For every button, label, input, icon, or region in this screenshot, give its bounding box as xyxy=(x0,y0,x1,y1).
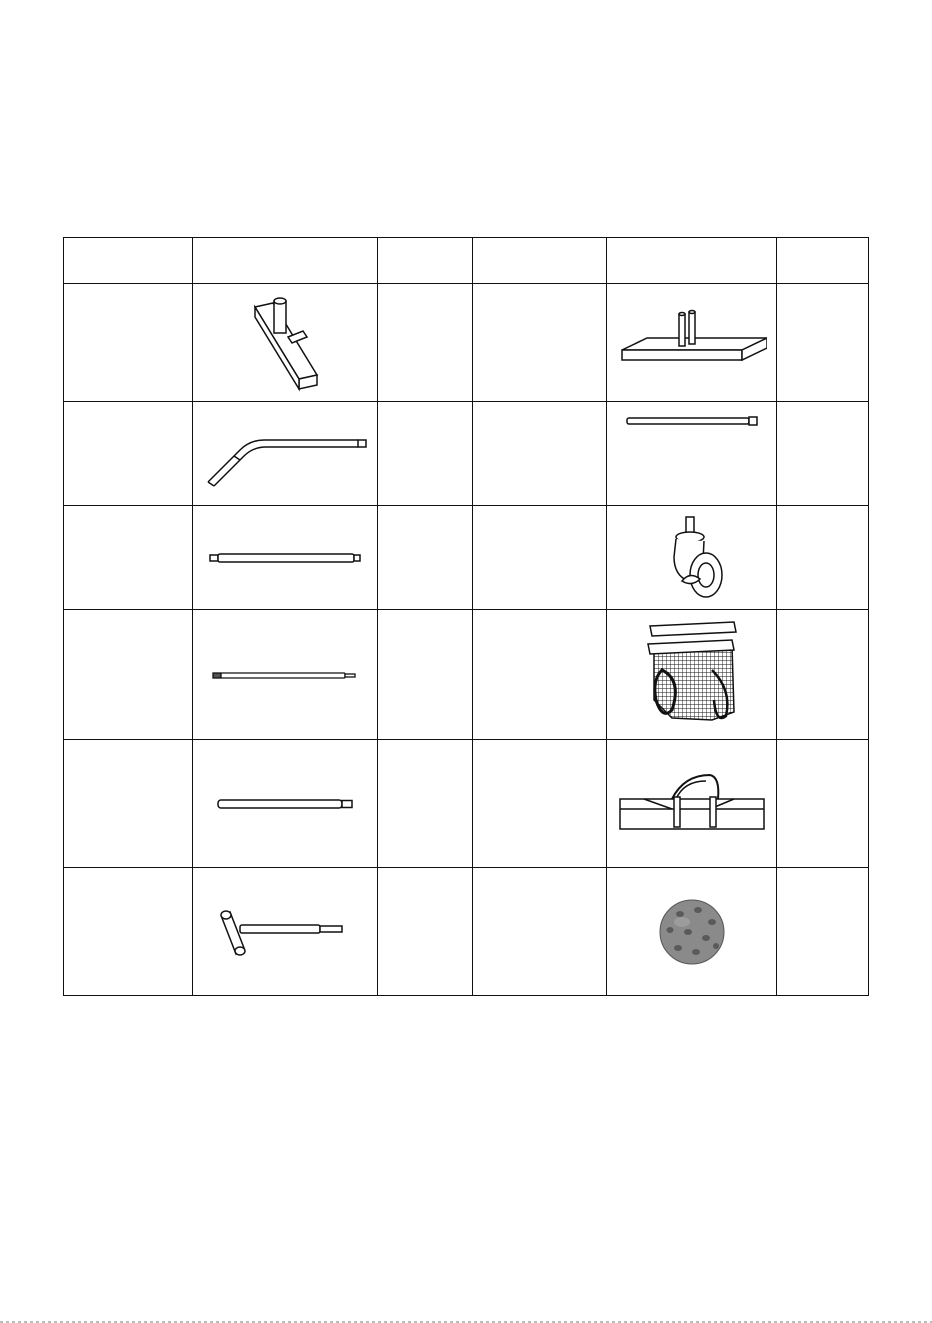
pickleball-icon xyxy=(652,892,732,972)
qty-cell xyxy=(777,740,869,868)
header-cell xyxy=(193,238,378,284)
part-id-cell xyxy=(64,610,193,740)
header-cell xyxy=(378,238,473,284)
qty-cell xyxy=(777,610,869,740)
table-row xyxy=(64,610,869,740)
header-cell xyxy=(777,238,869,284)
part-image-cell xyxy=(607,284,777,402)
header-cell xyxy=(64,238,193,284)
part-image-cell xyxy=(607,506,777,610)
part-id-cell xyxy=(64,868,193,996)
part-image-cell xyxy=(607,610,777,740)
part-image-cell xyxy=(193,402,378,506)
qty-cell xyxy=(777,402,869,506)
part-id-cell xyxy=(473,402,607,506)
table-row xyxy=(64,868,869,996)
part-id-cell xyxy=(64,506,193,610)
table-row xyxy=(64,506,869,610)
qty-cell xyxy=(378,610,473,740)
part-image-cell xyxy=(607,402,777,506)
mallet-icon xyxy=(210,902,360,962)
qty-cell xyxy=(378,740,473,868)
base-plank-with-posts-icon xyxy=(617,308,767,378)
part-id-cell xyxy=(473,506,607,610)
part-id-cell xyxy=(473,284,607,402)
table-row xyxy=(64,740,869,868)
base-foot-with-post-icon xyxy=(225,293,345,393)
qty-cell xyxy=(777,868,869,996)
part-image-cell xyxy=(607,868,777,996)
part-image-cell xyxy=(193,868,378,996)
part-id-cell xyxy=(473,868,607,996)
part-image-cell xyxy=(607,740,777,868)
qty-cell xyxy=(378,868,473,996)
part-id-cell xyxy=(64,740,193,868)
qty-cell xyxy=(777,284,869,402)
thin-rod-icon xyxy=(205,660,365,690)
carry-bag-icon xyxy=(614,769,769,839)
table-row xyxy=(64,402,869,506)
part-id-cell xyxy=(64,402,193,506)
short-tube-icon xyxy=(210,789,360,819)
qty-cell xyxy=(378,402,473,506)
part-image-cell xyxy=(193,506,378,610)
table-row xyxy=(64,284,869,402)
net-icon xyxy=(642,620,742,730)
part-image-cell xyxy=(193,284,378,402)
part-id-cell xyxy=(64,284,193,402)
header-cell xyxy=(607,238,777,284)
qty-cell xyxy=(777,506,869,610)
qty-cell xyxy=(378,506,473,610)
bent-tube-icon xyxy=(198,414,373,494)
part-image-cell xyxy=(193,740,378,868)
caster-wheel-icon xyxy=(652,513,732,603)
qty-cell xyxy=(378,284,473,402)
parts-table xyxy=(63,237,869,996)
part-image-cell xyxy=(193,610,378,740)
straight-tube-icon xyxy=(205,543,365,573)
part-id-cell xyxy=(473,610,607,740)
header-cell xyxy=(473,238,607,284)
part-id-cell xyxy=(473,740,607,868)
straight-pole-icon xyxy=(622,408,762,438)
header-row xyxy=(64,238,869,284)
